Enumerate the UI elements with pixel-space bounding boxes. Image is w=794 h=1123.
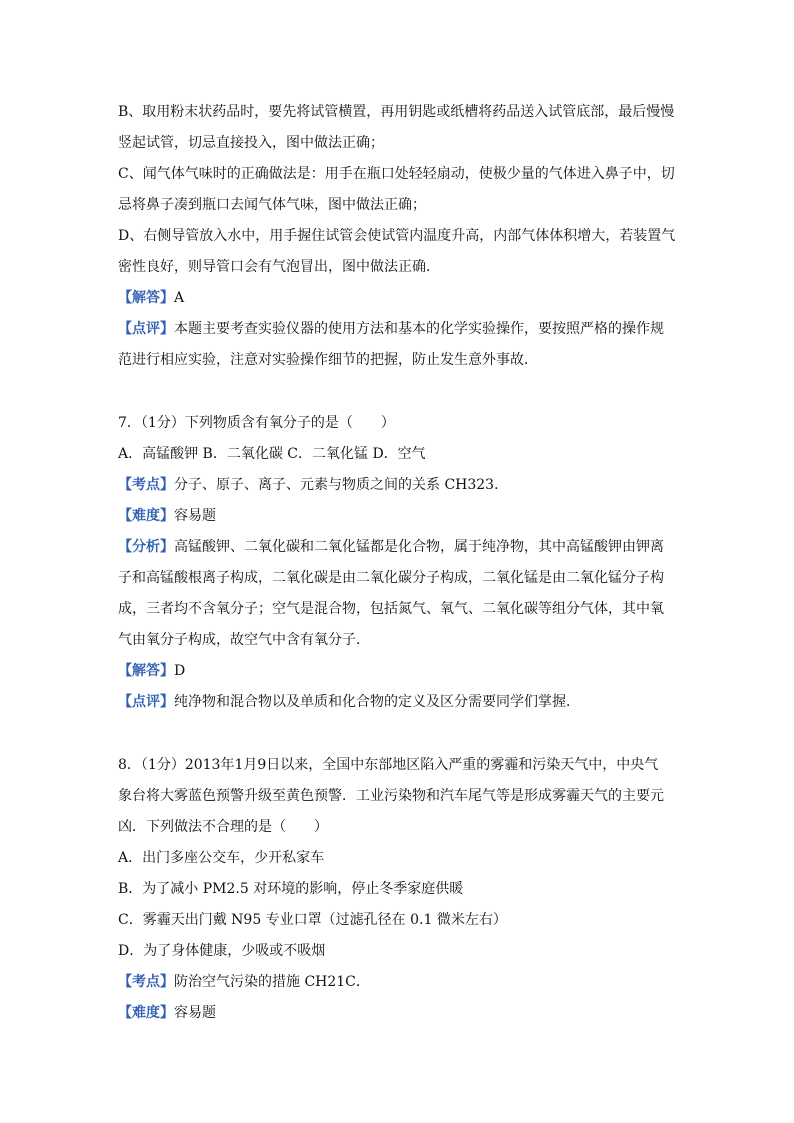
text-line <box>118 597 678 622</box>
text-line <box>118 504 678 529</box>
line-text: 气由氧分子构成，故空气中含有氧分子． <box>118 632 370 648</box>
line-text: 容易题 <box>174 508 216 524</box>
text-line <box>118 286 678 311</box>
line-text: B．为了减小 PM2.5 对环境的影响，停止冬季家庭供暖 <box>118 881 464 897</box>
text-line <box>118 162 678 187</box>
line-text: 8．（1分）2013年1月9日以来，全国中东部地区陷入严重的雾霾和污染天气中，中央气 <box>118 757 659 773</box>
text-line <box>118 131 678 156</box>
section-tag: 【解答】 <box>118 290 174 306</box>
section-tag: 【分析】 <box>118 539 174 555</box>
text-line <box>118 224 678 249</box>
text-line <box>118 970 678 995</box>
line-text: 成，三者均不含氧分子；空气是混合物，包括氮气、氧气、二氧化碳等组分气体，其中氧 <box>118 601 664 617</box>
text-line <box>118 877 678 902</box>
line-text: 凶．下列做法不合理的是（ ） <box>118 819 328 835</box>
text-line <box>118 908 678 933</box>
text-line <box>118 566 678 591</box>
line-text: 范进行相应实验，注意对实验操作细节的把握，防止发生意外事故． <box>118 352 538 368</box>
text-line <box>118 255 678 280</box>
line-text: C．雾霾天出门戴 N95 专业口罩（过滤孔径在 0.1 微米左右） <box>118 912 507 928</box>
line-text: D <box>174 663 186 679</box>
text-line <box>118 815 678 840</box>
line-text: C、闻气体气味时的正确做法是：用手在瓶口处轻轻扇动，使极少量的气体进入鼻子中，切 <box>118 166 675 182</box>
section-tag: 【点评】 <box>118 694 174 710</box>
line-text: 容易题 <box>174 1005 216 1021</box>
text-line <box>118 1001 678 1026</box>
section-tag: 【解答】 <box>118 663 174 679</box>
line-text: 忌将鼻子凑到瓶口去闻气体气味，图中做法正确； <box>118 197 426 213</box>
text-line <box>118 628 678 653</box>
line-text: D．为了身体健康，少吸或不吸烟 <box>118 943 326 959</box>
line-text: B、取用粉末状药品时，要先将试管横置，再用钥匙或纸槽将药品送入试管底部，最后慢慢 <box>118 104 675 120</box>
text-line <box>118 535 678 560</box>
line-text: 分子、原子、离子、元素与物质之间的关系 CH323． <box>174 477 509 493</box>
text-line <box>118 193 678 218</box>
text-line <box>118 411 678 436</box>
spacer <box>118 721 678 753</box>
question-8 <box>118 753 678 1026</box>
text-line <box>118 442 678 467</box>
section-tag: 【难度】 <box>118 508 174 524</box>
text-line <box>118 753 678 778</box>
line-text: 象台将大雾蓝色预警升级至黄色预警．工业污染物和汽车尾气等是形成雾霾天气的主要元 <box>118 788 664 804</box>
text-line <box>118 348 678 373</box>
section-tag: 【考点】 <box>118 974 174 990</box>
section-tag: 【点评】 <box>118 321 174 337</box>
text-line <box>118 473 678 498</box>
line-text: A．出门多座公交车，少开私家车 <box>118 850 325 866</box>
question-6-explanation <box>118 100 678 373</box>
line-text: D、右侧导管放入水中，用手握住试管会使试管内温度升高，内部气体体积增大，若装置气 <box>118 228 676 244</box>
line-text: 子和高锰酸根离子构成，二氧化碳是由二氧化碳分子构成，二氧化锰是由二氧化锰分子构 <box>118 570 664 586</box>
line-text: 高锰酸钾、二氧化碳和二氧化锰都是化合物，属于纯净物，其中高锰酸钾由钾离 <box>174 539 664 555</box>
spacer <box>118 379 678 411</box>
text-line <box>118 659 678 684</box>
line-text: A．高锰酸钾 B．二氧化碳 C．二氧化锰 D．空气 <box>118 446 426 462</box>
section-tag: 【难度】 <box>118 1005 174 1021</box>
line-text: 7．（1分）下列物质含有氧分子的是（ ） <box>118 415 395 431</box>
text-line <box>118 784 678 809</box>
line-text: 密性良好，则导管口会有气泡冒出，图中做法正确． <box>118 259 440 275</box>
text-line <box>118 317 678 342</box>
text-line <box>118 100 678 125</box>
text-line <box>118 846 678 871</box>
line-text: 纯净物和混合物以及单质和化合物的定义及区分需要同学们掌握． <box>174 694 580 710</box>
text-line <box>118 690 678 715</box>
question-7 <box>118 411 678 715</box>
line-text: 防治空气污染的措施 CH21C． <box>174 974 370 990</box>
document-content <box>118 100 678 1032</box>
line-text: 本题主要考查实验仪器的使用方法和基本的化学实验操作，要按照严格的操作规 <box>174 321 664 337</box>
line-text: 竖起试管，切忌直接投入，图中做法正确； <box>118 135 384 151</box>
text-line <box>118 939 678 964</box>
line-text: A <box>174 290 185 306</box>
section-tag: 【考点】 <box>118 477 174 493</box>
